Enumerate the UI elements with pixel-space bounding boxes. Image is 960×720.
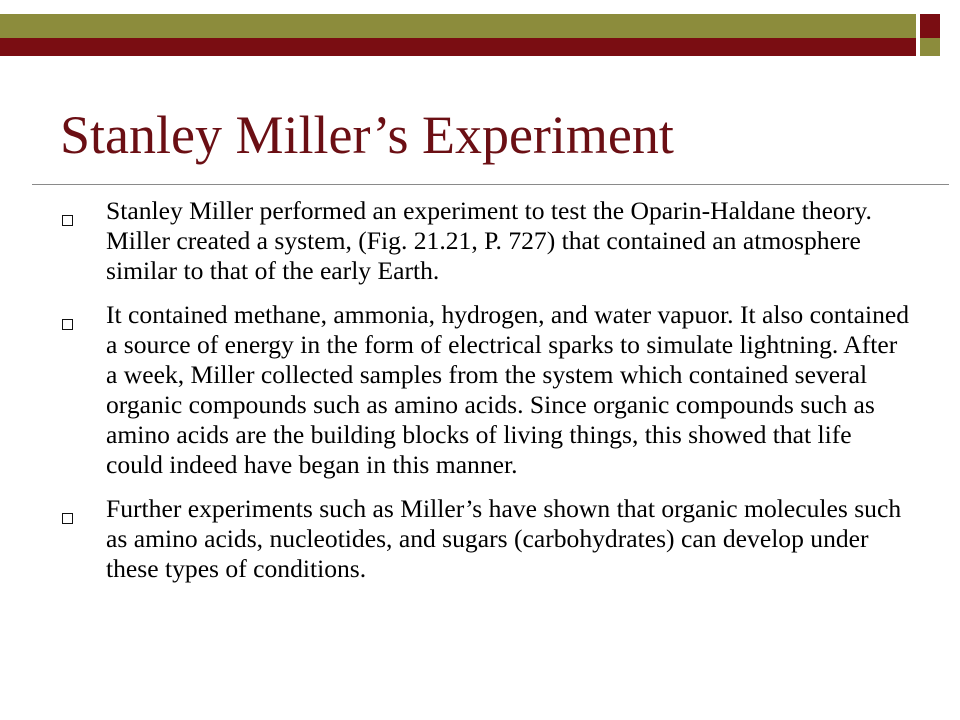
corner-block-maroon — [920, 14, 940, 38]
bullet-text: Stanley Miller performed an experiment to test the Oparin-Haldane theory. Miller created a system, (Fig. 21.21, P. 727) that contained an atmosphere similar to that of the early Earth. — [106, 196, 872, 285]
corner-block-olive — [920, 38, 940, 56]
hollow-square-icon — [62, 513, 73, 524]
hollow-square-icon — [62, 215, 73, 226]
bullet-item — [62, 300, 912, 480]
title-divider — [32, 184, 949, 185]
bullet-text: It contained methane, ammonia, hydrogen, and water vapuor. It also contained a source of energy in the form of electrical sparks to simulate lightning. After a week, Miller collected samples from the system which contained several organic compounds such as amino acids. Since organic compounds such as amino acids are the building blocks of living things, this showed that life could indeed have began in this manner. — [106, 300, 910, 479]
bullet-text: Further experiments such as Miller’s have shown that organic molecules such as amino acids, nucleotides, and sugars (carbohydrates) can develop under these types of conditions. — [106, 494, 902, 583]
slide-title: Stanley Miller’s Experiment — [60, 105, 674, 165]
bullet-list — [62, 196, 912, 598]
hollow-square-icon — [62, 319, 73, 330]
header-bar-maroon — [0, 38, 916, 56]
bullet-item — [62, 494, 912, 584]
bullet-item — [62, 196, 912, 286]
header-bar-olive — [0, 14, 916, 38]
